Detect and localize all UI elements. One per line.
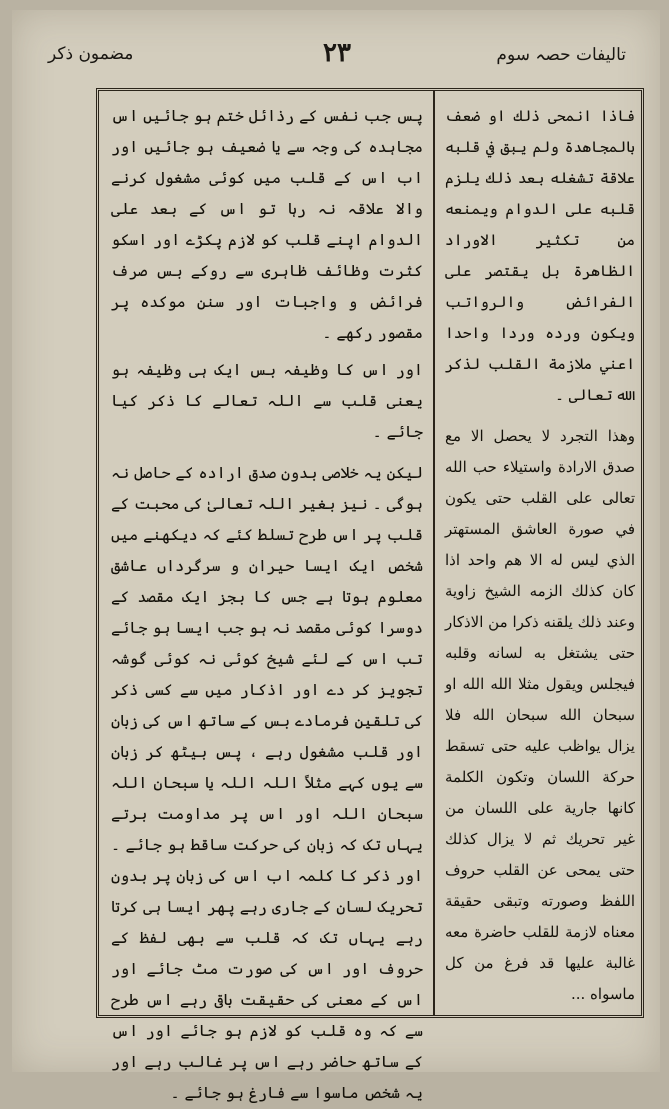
text-frame: [96, 88, 644, 1102]
book-page: [12, 10, 660, 1102]
urdu-paragraph-2: اور اس کا وظیفہ بس ایک ہی وظیفہ ہو یعنی قلب سے اللہ تعالے کا ذکر کیا جائے ۔: [111, 361, 423, 441]
urdu-paragraph-1: پس جب نفس کے رذائل ختم ہو جائیں اس مجاہدہ کی وجہ سے یا ضعیف ہو جائیں اور اب اس کے قلب میں کوئی مشغول کرنے والا علاقہ نہ رہا تو اس کے بعد علی الدوام اپنے قلب کو لازم پکڑے اور اسکو کثرت وظائف ظاہری سے روکے بس صرف فرائض و واجبات اور سنن موکدہ پر مقصور رکھے ۔: [111, 107, 423, 342]
running-title-left: مضمون ذکر: [48, 44, 134, 64]
arabic-paragraph-1: فاذا انمحى ذلك او ضعف بالمجاهدة ولم يبق في قلبه علاقة تشغله بعد ذلك يلزم قلبه على الدوام ويمنعه من تكثير الاوراد الظاهرة بل يقتصر على الفرائض والرواتب ويكون ورده وردا واحدا اعني ملازمة القلب لذكر الله تعالى ۔: [445, 107, 635, 404]
page-number: ٢٣: [323, 38, 351, 68]
urdu-paragraph-3: لیکن یہ خلاصی بدون صدق ارادہ کے حاصل نہ ہوگی ۔ نیز بغیر اللہ تعالیٰ کی محبت کے قلب پر اس طرح تسلط کئے کہ دیکھنے میں شخص ایک ایسا حیران و سرگرداں عاشق معلوم ہوتا ہے جس کا بجز ایک مقصد کے دوسرا کوئی مقصد نہ ہو جب ایسا ہو جائے تب اس کے لئے شیخ کوئی نہ کوئی گوشہ تجویز کر دے اور اذکار میں سے کسی ذکر کی تلقین فرمادے بس کے ساتھ اس کی زبان اور قلب مشغول رہے ، پس بیٹھ کر زبان سے یوں کہے مثلاً اللہ اللہ یا سبحان اللہ سبحان اللہ اور اس پر مداومت برتے یہاں تک کہ زبان کی حرکت ساقط ہو جائے ۔ اور ذکر کا کلمہ اب اس کی زبان پر بدون تحریک لسان کے جاری رہے پھر ایسا ہی کرتا رہے یہاں تک کہ قلب سے بھی لفظ کے حروف اور اس کی صورت مٹ جائے اور اس کے معنی کی حقیقت باقی رہے اس طرح سے کہ وہ قلب کو لازم ہو جائے اور اس کے ساتھ حاضر رہے اس پر غالب رہے اور یہ شخص ماسوا سے فارغ ہو جائے ۔: [111, 464, 423, 1102]
arabic-paragraph-2: وهذا التجرد لا يحصل الا مع صدق الارادة واستيلاء حب الله تعالى على القلب حتى يكون في صورة العاشق المستهتر الذي ليس له الا هم واحد اذا كان كذلك الزمه الشيخ زاوية وعند ذلك يلقنه ذكرا من الاذكار حتى يشتغل به لسانه وقلبه فيجلس ويقول مثلا الله الله او سبحان الله سبحان الله فلا يزال يواظب عليه حتى تسقط حركة اللسان وتكون الكلمة كانها جارية على اللسان من غير تحريك ثم لا يزال كذلك حتى يمحى عن القلب حروف اللفظ وصورته وتبقى حقيقة معناه لازمة للقلب حاضرة معه غالبة عليها قد فرغ من كل ماسواه ...: [445, 427, 635, 1003]
running-title-right: تالیفات حصہ سوم: [496, 45, 626, 65]
arabic-original-column: [445, 101, 635, 1005]
urdu-translation-column: [111, 101, 423, 1102]
column-divider: [433, 91, 435, 1015]
page-header: [42, 38, 632, 78]
